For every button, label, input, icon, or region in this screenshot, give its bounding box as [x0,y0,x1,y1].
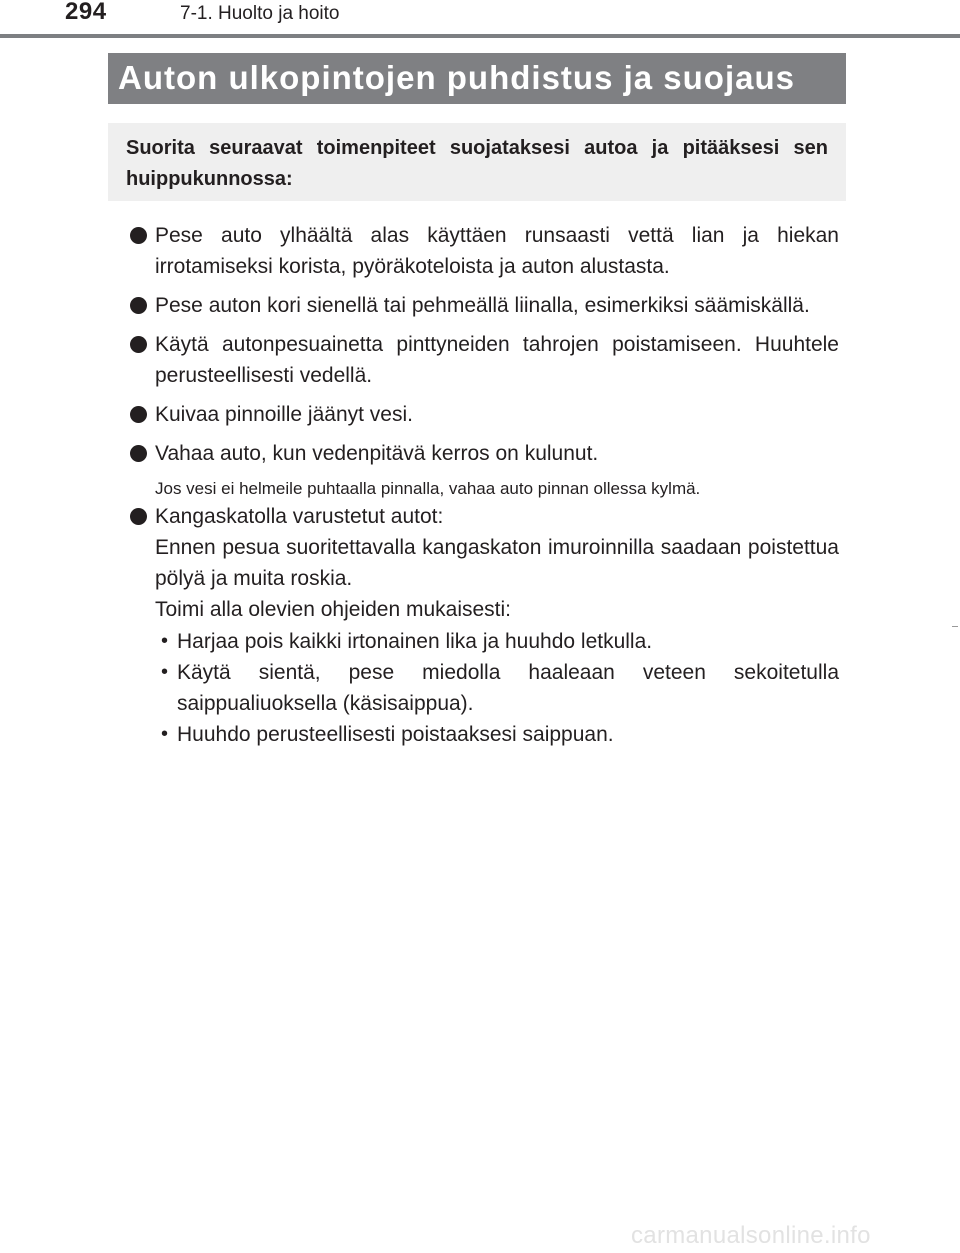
step-text: Huuhdo perusteellisesti poistaaksesi saippuan. [177,723,614,746]
list-item-text: Pese auton kori sienellä tai pehmeällä liinalla, esimerkiksi säämiskällä. [155,294,810,317]
list-item [130,438,839,469]
bullet-icon [130,445,147,462]
content [130,220,839,750]
wax-note: Jos vesi ei helmeile puhtaalla pinnalla, vahaa auto pinnan ollessa kylmä. [155,479,701,498]
list-item-text: Pese auto ylhäältä alas käyttäen runsaasti vettä lian ja hiekan irrotamiseksi korista, pyöräkoteloista ja auton alustasta. [155,224,839,278]
page-number: 294 [65,0,107,25]
title-bar [108,53,846,104]
list-item [130,220,839,282]
section-label: 7-1. Huolto ja hoito [180,3,340,24]
header-rule [0,34,960,38]
step-text: Harjaa pois kaikki irtonainen lika ja huuhdo letkulla. [177,630,653,653]
dot-icon: • [161,661,169,683]
list-item-text: Kuivaa pinnoille jäänyt vesi. [155,403,413,426]
bullet-icon [130,297,147,314]
bullet-icon [130,508,147,525]
convertible-paragraph: Ennen pesua suoritettavalla kangaskaton imuroinnilla saadaan poistettua pölyä ja muita roskia. [155,536,839,590]
watermark: carmanualsonline.info [631,1222,871,1249]
convertible-heading: Kangaskatolla varustetut autot: [155,505,444,528]
list-item [130,399,839,430]
step-item [155,657,839,719]
list-item-text: Käytä autonpesuainetta pinttyneiden tahrojen poistamiseen. Huuhtele perusteellisesti vedellä. [155,333,839,387]
dot-icon: • [161,630,169,652]
bullet-icon [130,227,147,244]
intro-text: Suorita seuraavat toimenpiteet suojataksesi autoa ja pitääksesi sen huippukunnossa: [126,137,828,190]
list-item [130,329,839,391]
step-list [155,626,839,750]
list-item-text: Vahaa auto, kun vedenpitävä kerros on kulunut. [155,442,599,465]
list-item-convertible [130,501,839,750]
dot-icon: • [161,723,169,745]
convertible-instruction: Toimi alla olevien ohjeiden mukaisesti: [155,598,512,621]
edge-mark [952,626,958,627]
bullet-icon [130,406,147,423]
intro-box [108,123,846,201]
page-title: Auton ulkopintojen puhdistus ja suojaus [118,59,795,96]
bullet-icon [130,336,147,353]
list-item [130,290,839,321]
step-item [155,719,839,750]
step-text: Käytä sientä, pese miedolla haaleaan veteen sekoitetulla saippualiuoksella (käsisaippua). [177,661,839,715]
step-item [155,626,839,657]
